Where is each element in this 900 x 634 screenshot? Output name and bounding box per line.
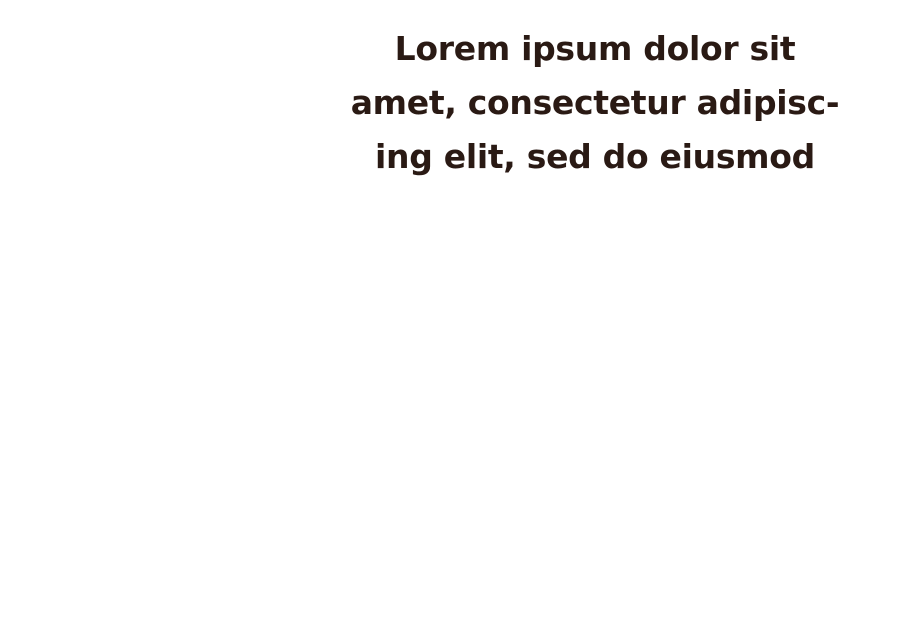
heading-line-2: amet, consectetur adipisc- <box>350 83 840 122</box>
heading-line-1: Lorem ipsum dolor sit <box>394 29 796 68</box>
page-heading <box>330 22 860 184</box>
heading-line-3: ing elit, sed do eiusmod <box>375 137 815 176</box>
